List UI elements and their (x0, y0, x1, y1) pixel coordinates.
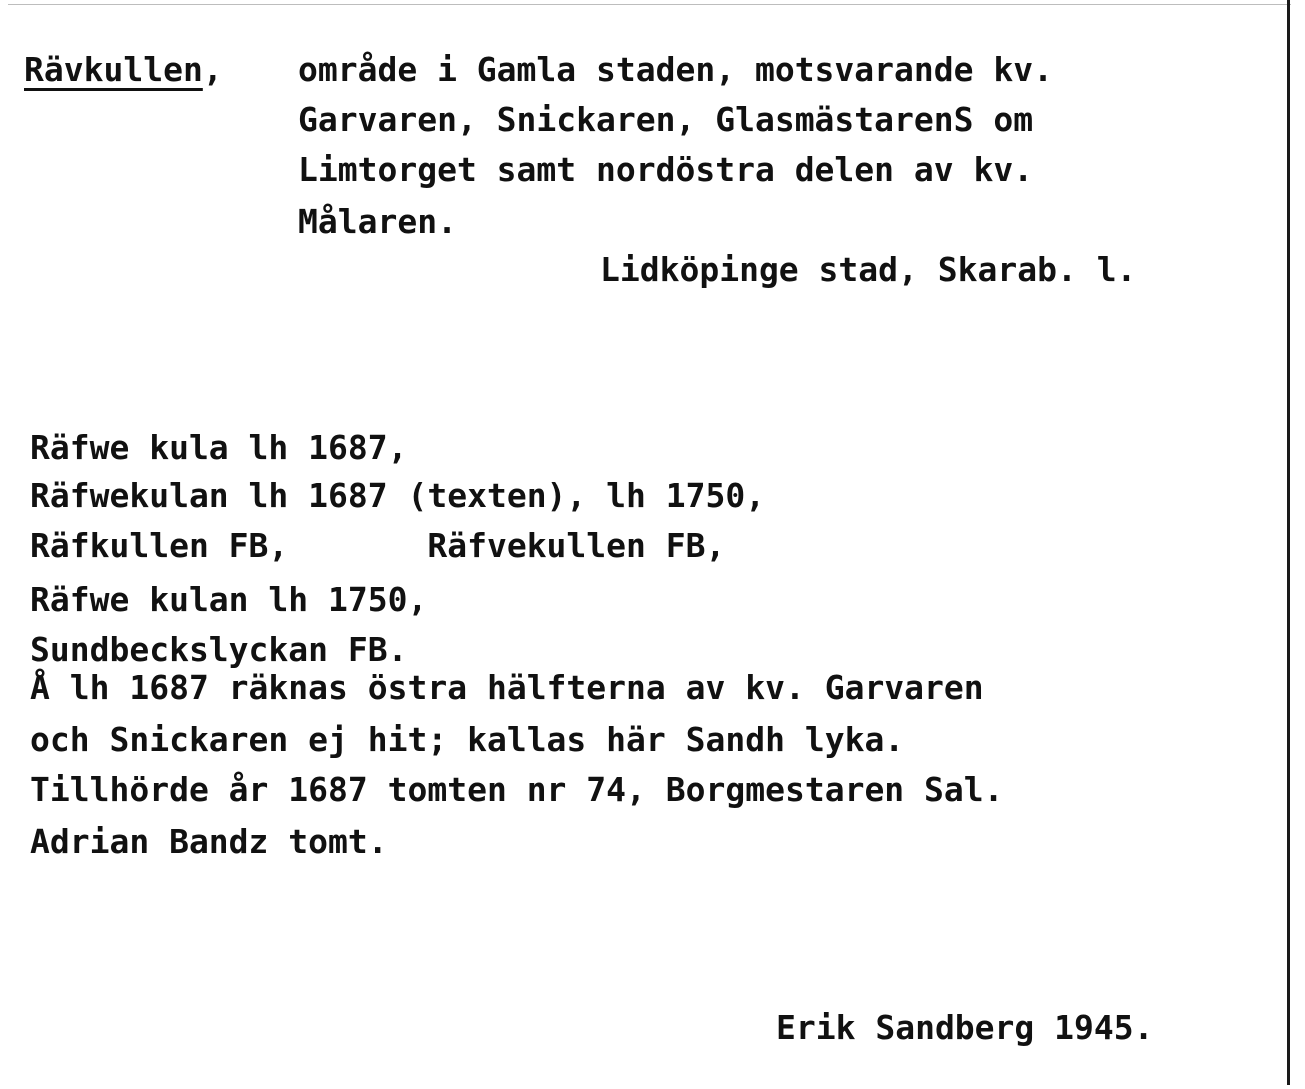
form-line-2: Räfwekulan lh 1687 (texten), lh 1750, (30, 476, 766, 515)
form-line-5: Sundbeckslyckan FB. (30, 630, 408, 669)
headword-line (24, 50, 223, 90)
note-line-1: Å lh 1687 räknas östra hälfterna av kv. Garvaren (30, 668, 984, 707)
description-line-4: Målaren. (298, 202, 457, 241)
note-line-3: Tillhörde år 1687 tomten nr 74, Borgmestaren Sal. (30, 770, 1004, 809)
card-top-edge (8, 4, 1291, 5)
note-line-2: och Snickaren ej hit; kallas här Sandh lyka. (30, 720, 905, 759)
form-line-4: Räfwe kulan lh 1750, (30, 580, 428, 619)
headword: Rävkullen (24, 50, 203, 89)
headword-comma: , (202, 50, 223, 89)
form-line-1: Räfwe kula lh 1687, (30, 428, 408, 467)
note-line-4: Adrian Bandz tomt. (30, 822, 388, 861)
description-line-2: Garvaren, Snickaren, GlasmästarenS om (298, 100, 1034, 139)
location-line: Lidköpinge stad, Skarab. l. (600, 250, 1137, 289)
form-line-3: Räfkullen FB, Räfvekullen FB, (30, 526, 726, 565)
description-line-3: Limtorget samt nordöstra delen av kv. (298, 150, 1034, 189)
card-right-edge (1287, 0, 1290, 1085)
signature: Erik Sandberg 1945. (776, 1008, 1154, 1047)
description-line-1: område i Gamla staden, motsvarande kv. (298, 50, 1053, 89)
